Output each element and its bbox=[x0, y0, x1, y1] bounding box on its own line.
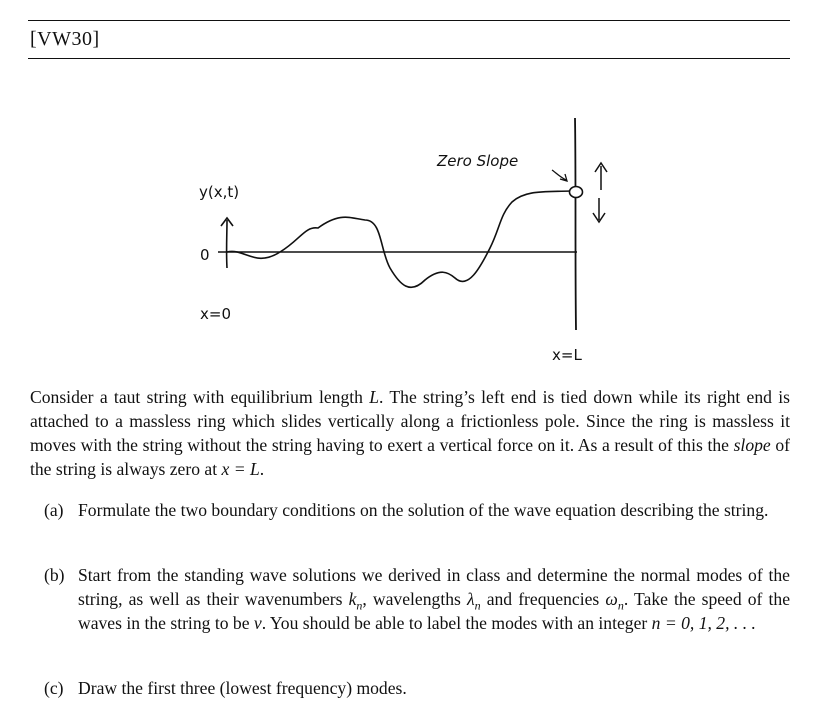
annotation-zero-slope: Zero Slope bbox=[437, 152, 519, 170]
math-omega: ω bbox=[605, 589, 618, 609]
math-sub-n3: n bbox=[617, 598, 624, 613]
math-sub-n2: n bbox=[474, 598, 481, 613]
math-k: k bbox=[348, 589, 357, 609]
intro-text-2: . The string’s left end is tied down while its right end is attached to a massless ring which slides vertically along a frictionless pole. Since the ring is massless it moves with the string without the string having to exert a vertical force on it. As a result of this the bbox=[30, 387, 790, 455]
intro-text-1: Consider a taut string with equilibrium length bbox=[30, 387, 370, 407]
question-b-text-3: and frequencies bbox=[480, 589, 606, 609]
top-rule bbox=[28, 20, 790, 21]
question-b bbox=[44, 563, 790, 635]
intro-emph-slope: slope bbox=[733, 435, 771, 455]
question-a-label: (a) bbox=[44, 500, 64, 520]
question-a bbox=[44, 498, 790, 522]
question-c-label: (c) bbox=[44, 678, 64, 698]
xL-label: x=L bbox=[552, 346, 582, 364]
string-figure bbox=[0, 100, 813, 370]
question-b-text-1: Start from the standing wave solutions we derived in class and determine the normal modes of the string, as well as their wavenumbers bbox=[78, 565, 790, 609]
annotation-arrow-icon bbox=[552, 170, 567, 181]
math-sub-n1: n bbox=[356, 598, 363, 613]
pole bbox=[575, 118, 576, 330]
question-c bbox=[44, 676, 790, 700]
question-a-text: Formulate the two boundary conditions on the solution of the wave equation describing the string. bbox=[78, 500, 769, 520]
intro-math-eq: x = L bbox=[221, 459, 260, 479]
intro-paragraph bbox=[30, 385, 790, 481]
intro-text-4: . bbox=[259, 459, 265, 479]
question-b-label: (b) bbox=[44, 565, 65, 585]
question-b-text-5: . You should be able to label the modes with an integer bbox=[261, 613, 652, 633]
question-b-text-4: . Take the speed of the waves in the string to be bbox=[78, 589, 791, 633]
bottom-rule bbox=[28, 58, 790, 59]
problem-label: [VW30] bbox=[30, 28, 100, 50]
zero-label: 0 bbox=[200, 246, 210, 264]
intro-math-L: L bbox=[369, 387, 380, 407]
question-b-text bbox=[78, 563, 790, 635]
question-c-text: Draw the first three (lowest frequency) modes. bbox=[78, 678, 407, 698]
math-v: v bbox=[253, 613, 262, 633]
intro-text-3: of the string is always zero at bbox=[30, 435, 791, 479]
x0-label: x=0 bbox=[200, 305, 231, 323]
math-n-equation: n = 0, 1, 2, . . . bbox=[651, 613, 756, 633]
down-arrow-icon bbox=[593, 198, 605, 222]
y-axis-label: y(x,t) bbox=[199, 183, 240, 201]
up-arrow-icon bbox=[595, 163, 607, 190]
ring bbox=[570, 187, 583, 198]
question-b-text-2: , wavelengths bbox=[362, 589, 467, 609]
math-lambda: λ bbox=[466, 589, 475, 609]
string-curve bbox=[227, 191, 570, 287]
